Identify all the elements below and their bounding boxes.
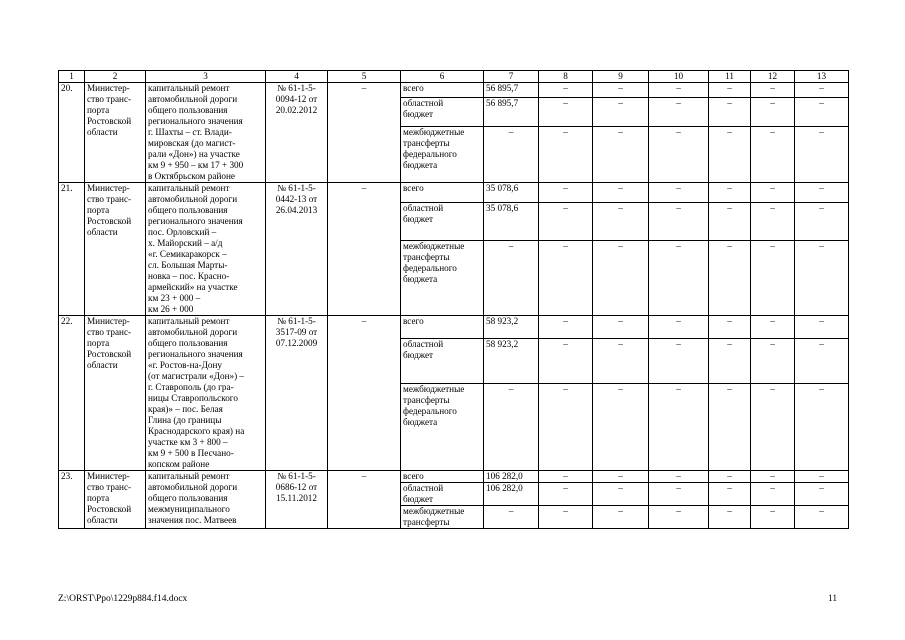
year-amount: –	[795, 316, 849, 339]
year-amount: –	[709, 339, 751, 384]
column-number-13: 13	[795, 71, 849, 83]
funding-amount: 56 895,7	[484, 83, 539, 98]
year-amount: –	[539, 339, 593, 384]
expertise-document: № 61-1-5- 0094-12 от 20.02.2012	[266, 83, 328, 183]
file-path: Z:\ORST\Ppo\1229p884.f14.docx	[58, 594, 188, 604]
year-amount: –	[709, 483, 751, 506]
year-amount: –	[649, 183, 709, 203]
year-amount: –	[649, 98, 709, 127]
object-description: капитальный ремонт автомобильной дороги общего пользования межмуниципального значения пос. Матвеев	[146, 471, 266, 529]
funding-source: межбюджетные трансферты	[401, 506, 484, 529]
year-amount: –	[593, 506, 649, 529]
year-amount: –	[751, 316, 795, 339]
organization: Министер- ство транс- порта Ростовской области	[85, 316, 146, 471]
column-number-3: 3	[146, 71, 266, 83]
column-number-9: 9	[593, 71, 649, 83]
funding-amount: –	[484, 241, 539, 316]
year-amount: –	[795, 126, 849, 182]
year-amount: –	[539, 83, 593, 98]
year-amount: –	[751, 83, 795, 98]
year-amount: –	[795, 483, 849, 506]
year-amount: –	[795, 98, 849, 127]
year-amount: –	[539, 471, 593, 483]
year-amount: –	[751, 383, 795, 470]
funding-source: областной бюджет	[401, 98, 484, 127]
year-amount: –	[795, 241, 849, 316]
funding-amount: –	[484, 383, 539, 470]
organization: Министер- ство транс- порта Ростовской области	[85, 83, 146, 183]
year-amount: –	[593, 241, 649, 316]
year-amount: –	[539, 241, 593, 316]
expertise-document: № 61-1-5- 0442-13 от 26.04.2013	[266, 183, 328, 316]
year-amount: –	[649, 126, 709, 182]
year-amount: –	[795, 383, 849, 470]
year-amount: –	[709, 126, 751, 182]
column-5-value: –	[328, 183, 401, 316]
year-amount: –	[795, 506, 849, 529]
year-amount: –	[751, 339, 795, 384]
row-number: 21.	[59, 183, 85, 316]
year-amount: –	[593, 383, 649, 470]
year-amount: –	[593, 202, 649, 240]
column-number-row	[59, 71, 849, 83]
object-description: капитальный ремонт автомобильной дороги общего пользования регионального значения «г. Ростов-на-Дону (от магистрали «Дон») – г. Ставрополь (до гра- ницы Ставропольского края)» – пос. Белая Глина (до границы Краснодарского края) на участке км 3 + 800 – км 9 + 500 в Песчано- копском районе	[146, 316, 266, 471]
year-amount: –	[593, 183, 649, 203]
year-amount: –	[649, 506, 709, 529]
year-amount: –	[751, 202, 795, 240]
year-amount: –	[751, 241, 795, 316]
year-amount: –	[795, 183, 849, 203]
expertise-document: № 61-1-5- 0686-12 от 15.11.2012	[266, 471, 328, 529]
year-amount: –	[539, 483, 593, 506]
funding-amount: 106 282,0	[484, 471, 539, 483]
table-row	[59, 83, 849, 98]
year-amount: –	[751, 98, 795, 127]
year-amount: –	[649, 339, 709, 384]
year-amount: –	[649, 383, 709, 470]
column-5-value: –	[328, 316, 401, 471]
program-table	[58, 70, 849, 529]
year-amount: –	[751, 183, 795, 203]
year-amount: –	[751, 471, 795, 483]
funding-source: областной бюджет	[401, 339, 484, 384]
funding-amount: 58 923,2	[484, 339, 539, 384]
year-amount: –	[539, 183, 593, 203]
table-row	[59, 316, 849, 339]
year-amount: –	[709, 383, 751, 470]
year-amount: –	[539, 98, 593, 127]
row-number: 23.	[59, 471, 85, 529]
column-number-10: 10	[649, 71, 709, 83]
column-number-2: 2	[85, 71, 146, 83]
funding-amount: –	[484, 506, 539, 529]
funding-amount: 58 923,2	[484, 316, 539, 339]
year-amount: –	[709, 83, 751, 98]
funding-source: областной бюджет	[401, 202, 484, 240]
year-amount: –	[709, 202, 751, 240]
year-amount: –	[795, 471, 849, 483]
year-amount: –	[593, 316, 649, 339]
column-number-8: 8	[539, 71, 593, 83]
year-amount: –	[751, 483, 795, 506]
year-amount: –	[539, 316, 593, 339]
funding-source: всего	[401, 83, 484, 98]
column-number-12: 12	[751, 71, 795, 83]
year-amount: –	[539, 126, 593, 182]
year-amount: –	[709, 506, 751, 529]
column-number-5: 5	[328, 71, 401, 83]
funding-source: всего	[401, 183, 484, 203]
column-number-4: 4	[266, 71, 328, 83]
page-number: 11	[828, 594, 838, 604]
organization: Министер- ство транс- порта Ростовской области	[85, 471, 146, 529]
year-amount: –	[593, 83, 649, 98]
funding-amount: 35 078,6	[484, 183, 539, 203]
row-number: 20.	[59, 83, 85, 183]
year-amount: –	[539, 383, 593, 470]
funding-amount: –	[484, 126, 539, 182]
funding-source: областной бюджет	[401, 483, 484, 506]
funding-amount: 35 078,6	[484, 202, 539, 240]
object-description: капитальный ремонт автомобильной дороги общего пользования регионального значения г. Шахты – ст. Влади- мировская (до магист- рали «Дон») на участке км 9 + 950 – км 17 + 300 в Октябрьском районе	[146, 83, 266, 183]
year-amount: –	[709, 183, 751, 203]
year-amount: –	[709, 98, 751, 127]
year-amount: –	[709, 471, 751, 483]
expertise-document: № 61-1-5- 3517-09 от 07.12.2009	[266, 316, 328, 471]
table-body	[59, 71, 849, 529]
year-amount: –	[649, 202, 709, 240]
year-amount: –	[795, 202, 849, 240]
column-number-1: 1	[59, 71, 85, 83]
column-5-value: –	[328, 83, 401, 183]
table-row	[59, 471, 849, 483]
column-number-11: 11	[709, 71, 751, 83]
year-amount: –	[593, 126, 649, 182]
year-amount: –	[593, 98, 649, 127]
year-amount: –	[593, 483, 649, 506]
year-amount: –	[649, 471, 709, 483]
year-amount: –	[649, 316, 709, 339]
funding-amount: 56 895,7	[484, 98, 539, 127]
funding-amount: 106 282,0	[484, 483, 539, 506]
row-number: 22.	[59, 316, 85, 471]
year-amount: –	[593, 339, 649, 384]
year-amount: –	[593, 471, 649, 483]
year-amount: –	[795, 339, 849, 384]
year-amount: –	[795, 83, 849, 98]
object-description: капитальный ремонт автомобильной дороги общего пользования регионального значения пос. Орловский – х. Майорский – а/д «г. Семикаракорск – сл. Большая Марты- новка – пос. Красно- армейский» на участке км 23 + 000 – км 26 + 000	[146, 183, 266, 316]
column-number-6: 6	[401, 71, 484, 83]
column-5-value: –	[328, 471, 401, 529]
funding-source: всего	[401, 471, 484, 483]
column-number-7: 7	[484, 71, 539, 83]
funding-source: межбюджетные трансферты федерального бюджета	[401, 126, 484, 182]
year-amount: –	[751, 126, 795, 182]
year-amount: –	[751, 506, 795, 529]
year-amount: –	[649, 241, 709, 316]
organization: Министер- ство транс- порта Ростовской области	[85, 183, 146, 316]
year-amount: –	[709, 316, 751, 339]
year-amount: –	[649, 483, 709, 506]
funding-source: межбюджетные трансферты федерального бюджета	[401, 383, 484, 470]
year-amount: –	[649, 83, 709, 98]
year-amount: –	[709, 241, 751, 316]
table-row	[59, 183, 849, 203]
year-amount: –	[539, 202, 593, 240]
funding-source: межбюджетные трансферты федерального бюджета	[401, 241, 484, 316]
year-amount: –	[539, 506, 593, 529]
funding-source: всего	[401, 316, 484, 339]
